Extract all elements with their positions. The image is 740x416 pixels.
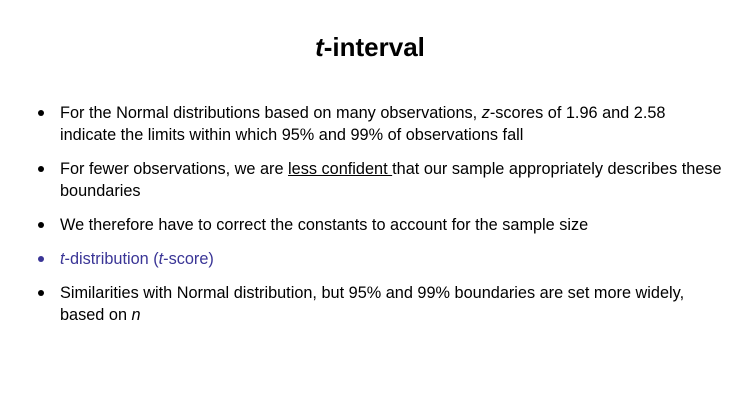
bullet-dot xyxy=(38,110,44,116)
bullet-dot xyxy=(38,290,44,296)
bullet-italic-t: t xyxy=(158,250,164,268)
bullet-italic-t: t xyxy=(60,250,65,268)
bullet-italic-z: z xyxy=(481,104,490,122)
bullet-italic-n: n xyxy=(131,306,141,324)
bullet-dot xyxy=(38,166,44,172)
bullet-text: -distribution ( xyxy=(64,250,159,268)
slide-title xyxy=(0,30,740,64)
bullet-text: For the Normal distributions based on many observations, xyxy=(60,104,482,122)
bullet-normal-distributions xyxy=(36,102,726,146)
bullet-text: We therefore have to correct the constants to account for the sample size xyxy=(60,216,589,234)
bullet-underlined-phrase: less confident xyxy=(288,160,393,178)
bullet-dot xyxy=(38,256,44,262)
bullet-list xyxy=(36,102,726,338)
bullet-text: -scores of 1.96 and 2.58 indicate the limits within which 95% and 99% of observations fall xyxy=(60,104,666,144)
bullet-correct-constants xyxy=(36,214,726,236)
bullet-text: For fewer observations, we are xyxy=(60,160,289,178)
bullet-similarities xyxy=(36,282,726,326)
bullet-text: that our sample appropriately describes these boundaries xyxy=(60,160,722,200)
bullet-text: -score) xyxy=(163,250,214,268)
bullet-dot xyxy=(38,222,44,228)
bullet-t-distribution xyxy=(36,248,726,270)
title-italic-t: t xyxy=(315,32,324,62)
title-rest: -interval xyxy=(323,32,425,62)
bullet-text: Similarities with Normal distribution, but 95% and 99% boundaries are set more widely, based on xyxy=(60,284,685,324)
bullet-fewer-observations xyxy=(36,158,726,202)
